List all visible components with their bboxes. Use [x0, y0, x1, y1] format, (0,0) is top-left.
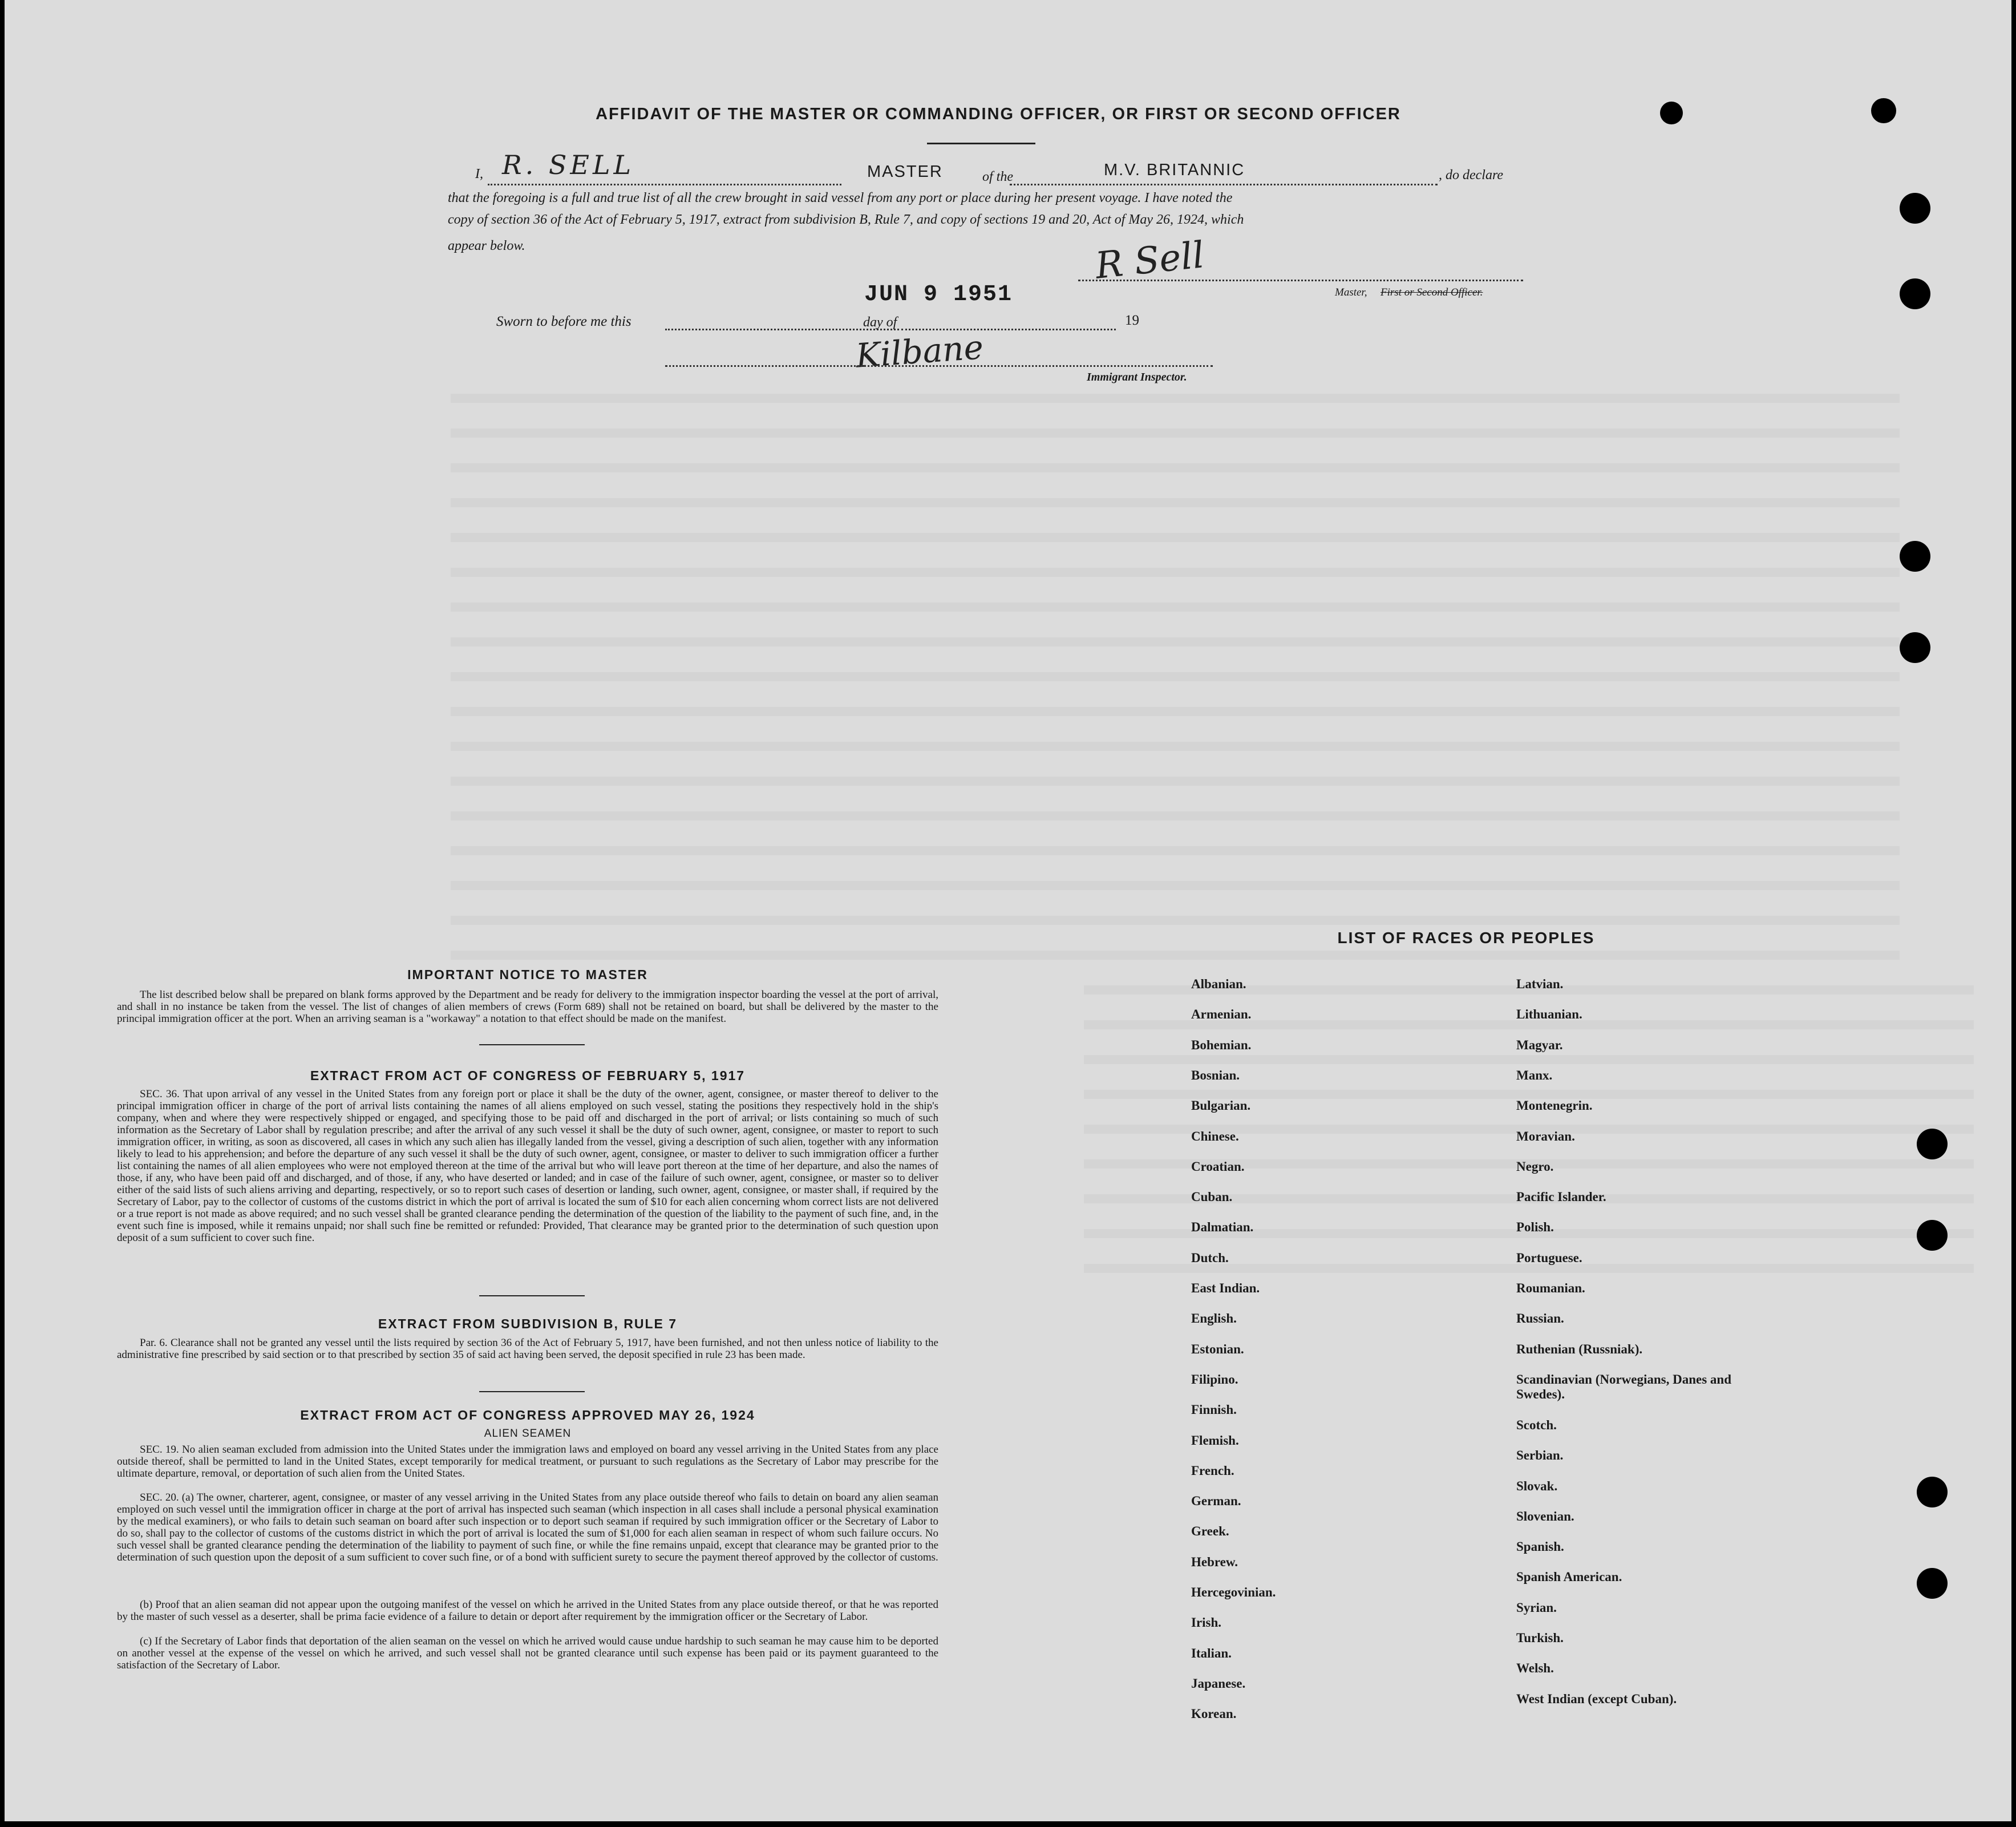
master-name: R. SELL [502, 149, 635, 180]
race-item: Hercegovinian. [1191, 1585, 1276, 1599]
sec20a-text: SEC. 20. (a) The owner, charterer, agent, consignee, or master of any vessel arriving in the United States from any place outside thereof who fails to detain on board any alien seaman employed on such vessel until the immigration officer in charge at the port of arrival has inspected such seaman (which inspection in all cases shall include a personal physical examination by the medical examiners), or who fails to detain such seaman on board after such inspection or to deport such seaman if required by such immigration officer or the Secretary of Labor to do so, shall pay to the collector of customs of the customs district in which the port of arrival is located the sum of $1,000 for each alien seaman in respect of whom such failure occurs. No such vessel shall be granted clearance pending the determination of the liability to payment of such fine, or while the fine remains unpaid, except that clearance may be granted prior to the determination of such question upon the deposit of a sum sufficient to cover such fine, or of a bond with sufficient surety to secure the payment thereof approved by the collector of customs. [117, 1491, 938, 1563]
race-item: Dalmatian. [1191, 1220, 1254, 1235]
race-item: Turkish. [1516, 1631, 1564, 1645]
race-item: Filipino. [1191, 1372, 1238, 1387]
bleed-row [451, 951, 1900, 960]
race-item: West Indian (except Cuban). [1516, 1691, 1677, 1706]
affidavit-prefix: I, [475, 167, 483, 181]
bleed-row [451, 533, 1900, 542]
sworn-label: Sworn to before me this [496, 314, 631, 329]
day-of-label: day of [863, 315, 897, 330]
year-prefix: 19 [1125, 313, 1139, 328]
race-item: Bohemian. [1191, 1037, 1252, 1052]
races-title: LIST OF RACES OR PEOPLES [1337, 929, 1595, 947]
race-item: Russian. [1516, 1311, 1564, 1326]
race-item: English. [1191, 1311, 1237, 1326]
date-stamp: JUN 9 1951 [864, 282, 1013, 308]
notice-text: The list described below shall be prepared on blank forms approved by the Department and be ready for delivery to the immigration inspector boarding the vessel at the port of arrival, and shall in no instance be taken from the vessel. The list of changes of alien members of crews (Form 689) shall not be retained on board, but shall be delivered by the master to the principal immigration officer at the port. When an arriving seaman is a "workaway" a notation to that effect should be made on the manifest. [117, 989, 938, 1025]
race-item: Scandinavian (Norwegians, Danes and Swedes). [1516, 1372, 1732, 1401]
race-item: Flemish. [1191, 1433, 1239, 1448]
race-item: Dutch. [1191, 1250, 1229, 1265]
race-item: Lithuanian. [1516, 1007, 1582, 1022]
affidavit-body-line: appear below. [448, 239, 525, 253]
extract-1924-subtitle: ALIEN SEAMEN [484, 1428, 572, 1440]
race-item: Albanian. [1191, 977, 1246, 991]
race-item: Bosnian. [1191, 1068, 1240, 1082]
affidavit-body-line: copy of section 36 of the Act of February 5, 1917, extract from subdivision B, Rule 7, and copy of sections 19 and 20, Act of May 26, 1924, which [448, 212, 1244, 227]
race-item: Pacific Islander. [1516, 1190, 1606, 1204]
punch-hole [1917, 1477, 1948, 1507]
punch-hole [1871, 98, 1896, 123]
struck-officer-caption: First or Second Officer. [1381, 286, 1483, 298]
punch-hole [1900, 278, 1930, 309]
bleed-row [451, 811, 1900, 820]
race-item: Ruthenian (Russniak). [1516, 1341, 1643, 1356]
bleed-row [451, 777, 1900, 786]
race-item: Magyar. [1516, 1037, 1563, 1052]
affidavit-title: AFFIDAVIT OF THE MASTER OR COMMANDING OFFICER, OR FIRST OR SECOND OFFICER [596, 105, 1401, 123]
extract-1924-title: EXTRACT FROM ACT OF CONGRESS APPROVED MAY 26, 1924 [300, 1408, 755, 1422]
bleed-row [1084, 1055, 1974, 1064]
bleed-row [451, 394, 1900, 403]
bleed-row [451, 881, 1900, 890]
race-item: Chinese. [1191, 1129, 1239, 1143]
race-item: Hebrew. [1191, 1554, 1238, 1569]
race-item: German. [1191, 1494, 1241, 1509]
bleed-row [451, 742, 1900, 751]
master-signature: R Sell [1093, 234, 1207, 288]
race-item: East Indian. [1191, 1281, 1260, 1295]
inspector-signature: Kilbane [854, 328, 985, 375]
race-item: Estonian. [1191, 1341, 1244, 1356]
race-item: Spanish American. [1516, 1570, 1622, 1585]
extract-rule7-title: EXTRACT FROM SUBDIVISION B, RULE 7 [378, 1316, 678, 1331]
punch-hole [1917, 1568, 1948, 1599]
punch-hole [1917, 1129, 1948, 1159]
race-item: Slovenian. [1516, 1509, 1574, 1523]
bleed-row [451, 672, 1900, 681]
extract-rule7-text: Par. 6. Clearance shall not be granted any vessel until the lists required by section 36 of the Act of February 5, 1917, have been furnished, and not then unless notice of liability to the administrative fine prescribed by said section or to that prescribed by section 35 of said act having been served, the deposit specified in rule 23 has been made. [117, 1337, 938, 1361]
race-item: French. [1191, 1463, 1234, 1478]
race-item: Roumanian. [1516, 1281, 1585, 1295]
bleed-row [451, 429, 1900, 438]
race-item: Croatian. [1191, 1159, 1245, 1174]
race-item: Syrian. [1516, 1600, 1557, 1615]
divider [479, 1391, 585, 1392]
inspector-signature-line [665, 354, 1213, 367]
divider [927, 143, 1035, 144]
punch-hole [1660, 102, 1683, 124]
punch-hole [1917, 1220, 1948, 1251]
race-item: Latvian. [1516, 977, 1564, 991]
inspector-caption: Immigrant Inspector. [1087, 371, 1187, 383]
race-item: Scotch. [1516, 1417, 1557, 1432]
race-item: Armenian. [1191, 1007, 1252, 1022]
bleed-row [451, 498, 1900, 507]
race-item: Irish. [1191, 1615, 1222, 1630]
punch-hole [1900, 632, 1930, 663]
punch-hole [1900, 541, 1930, 572]
punch-hole [1900, 193, 1930, 224]
notice-title: IMPORTANT NOTICE TO MASTER [407, 967, 648, 982]
bleed-row [451, 707, 1900, 716]
extract-1917-title: EXTRACT FROM ACT OF CONGRESS OF FEBRUARY 5, 1917 [310, 1068, 746, 1083]
vessel-name: M.V. BRITANNIC [1104, 161, 1245, 179]
master-caption: Master, [1335, 286, 1367, 298]
race-item: Slovak. [1516, 1478, 1558, 1493]
race-item: Bulgarian. [1191, 1098, 1251, 1113]
race-item: Finnish. [1191, 1402, 1237, 1417]
sec20c-text: (c) If the Secretary of Labor finds that deportation of the alien seaman on the vessel on which he arrived would cause undue hardship to such seaman he may cause him to be deported on another vessel at the expense of the vessel on which he arrived, and such vessel shall not be granted clearance until such expense has been paid or its payment guaranteed to the satisfaction of the Secretary of Labor. [117, 1635, 938, 1671]
affidavit-body-line: that the foregoing is a full and true list of all the crew brought in said vessel from any port or place during her present voyage. I have noted the [448, 191, 1233, 205]
race-item: Italian. [1191, 1646, 1232, 1660]
race-item: Serbian. [1516, 1448, 1564, 1463]
bleed-row [1084, 1090, 1974, 1099]
race-item: Korean. [1191, 1707, 1237, 1721]
race-item: Greek. [1191, 1524, 1229, 1539]
extract-1917-text: SEC. 36. That upon arrival of any vessel in the United States from any foreign port or place it shall be the duty of the owner, agent, consignee, or master thereof to deliver to the principal immigration officer in charge of the port of arrival lists containing the names of all aliens employed on such vessel, stating the positions they respectively hold in the ship's company, when and where they were respectively shipped or engaged, and specifying those to be paid off and discharged in the port of arrival; or lists containing so much of such information as the Secretary of Labor shall by regulation prescribe; and after the arrival of any such vessel it shall be the duty of such owner, agent, consignee, or master to report to such immigration officer, in writing, as soon as discovered, all cases in which any such alien has illegally landed from the vessel, giving a description of such alien, together with any information likely to lead to his apprehension; and before the departure of any such vessel it shall be the duty of such owner, agent, consignee, or master to deliver to such immigration officer a further list containing the names of all alien employees who were not employed thereon at the time of the arrival but who will leave port thereon at the time of her departure, and also the names of those, if any, who have been paid off and discharged, and of those, if any, who have deserted or landed; and in case of the failure of such owner, agent, consignee, or master so to deliver either of the said lists of such aliens arriving and departing, respectively, or so to report such cases of desertion or landing, such owner, agent, consignee, or master shall, if required by the Secretary of Labor, pay to the collector of customs of the customs district in which the port of arrival is located the sum of $10 for each alien concerning whom correct lists are not delivered or a true report is not made as above required; and no such vessel shall be granted clearance pending the determination of the question of the liability to the payment of such fine, and, in the event such fine is imposed, while it remains unpaid; nor shall such fine be remitted or refunded: Provided, That clearance may be granted prior to the determination of such question upon deposit of a sum sufficient to cover such fine. [117, 1088, 938, 1244]
race-item: Portuguese. [1516, 1250, 1582, 1265]
divider [479, 1044, 585, 1045]
bleed-row [451, 916, 1900, 925]
race-item: Manx. [1516, 1068, 1553, 1082]
sec19-text: SEC. 19. No alien seaman excluded from admission into the United States under the immigration laws and employed on board any vessel arriving in the United States from any place outside thereof, shall be permitted to land in the United States, except temporarily for medical treatment, or pursuant to such regulations as the Secretary of Labor may prescribe for the ultimate departure, removal, or deportation of such alien from the United States. [117, 1444, 938, 1480]
race-item: Cuban. [1191, 1190, 1233, 1204]
race-item: Montenegrin. [1516, 1098, 1593, 1113]
bleed-row [451, 846, 1900, 855]
race-item: Moravian. [1516, 1129, 1575, 1143]
race-item: Polish. [1516, 1220, 1554, 1235]
do-declare-label: , do declare [1439, 168, 1504, 183]
race-item: Spanish. [1516, 1539, 1564, 1554]
rank-value: MASTER [867, 163, 943, 181]
bleed-row [451, 463, 1900, 472]
month-field-line [901, 317, 1116, 330]
race-item: Welsh. [1516, 1661, 1554, 1676]
bleed-row [451, 603, 1900, 612]
of-the-label: of the [982, 169, 1013, 184]
bleed-row [451, 568, 1900, 577]
race-item: Negro. [1516, 1159, 1554, 1174]
sec20b-text: (b) Proof that an alien seaman did not appear upon the outgoing manifest of the vessel on which he arrived in the United States from any place outside thereof, or that he was reported by the master of such vessel as a deserter, shall be prima facie evidence of a failure to detain or deport after requirement by the immigration officer or the Secretary of Labor. [117, 1599, 938, 1623]
race-item: Japanese. [1191, 1676, 1246, 1691]
divider [479, 1295, 585, 1296]
bleed-row [451, 637, 1900, 646]
